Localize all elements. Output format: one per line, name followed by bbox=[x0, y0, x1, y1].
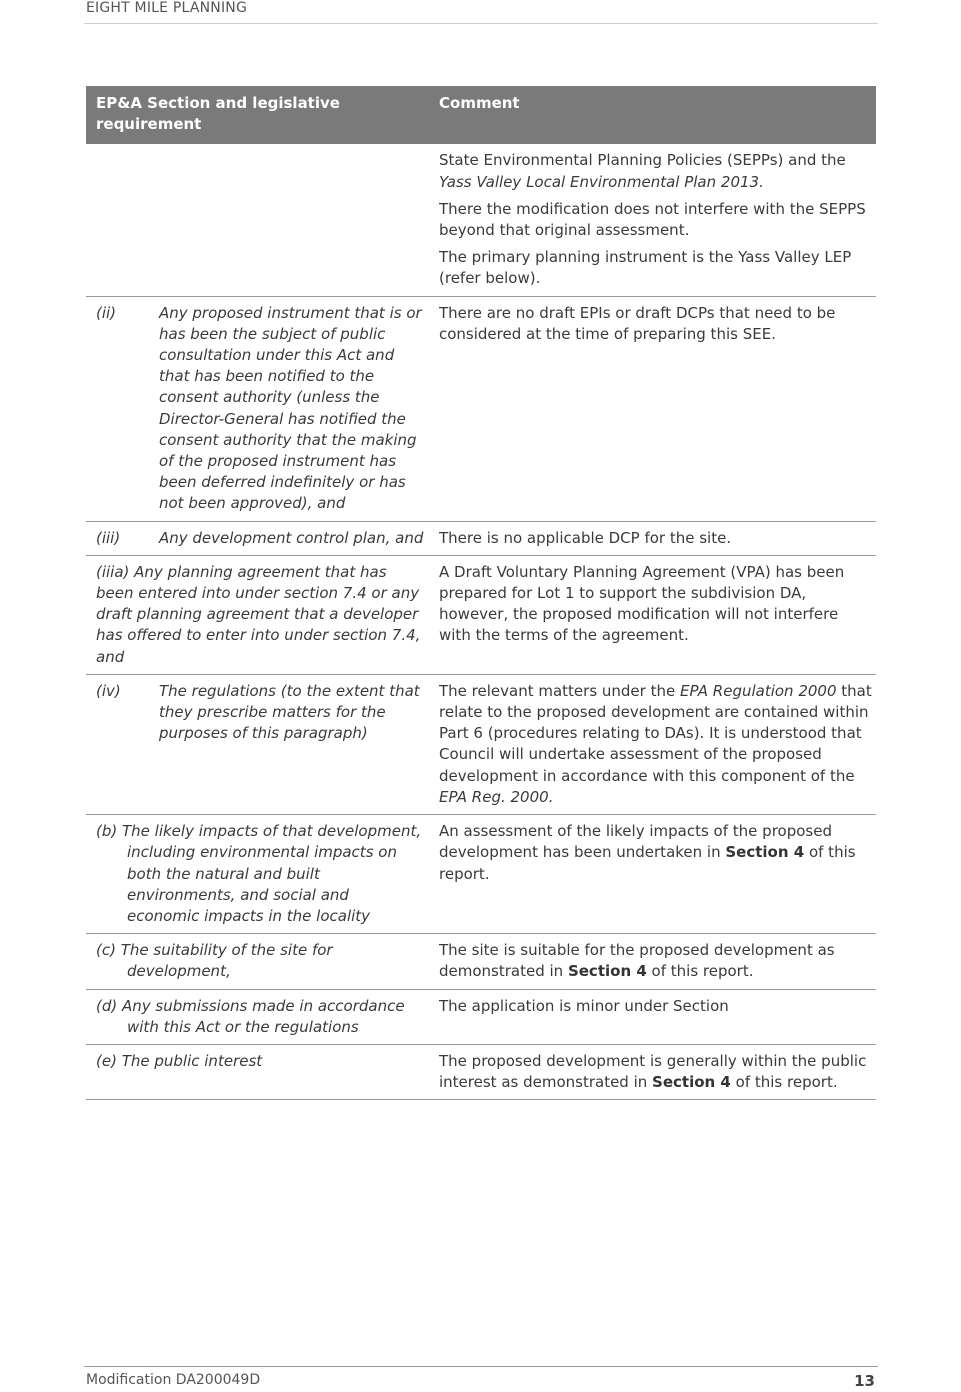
requirement-cell bbox=[86, 1044, 430, 1099]
requirement-number: (ii) bbox=[96, 303, 117, 322]
comment-text: An assessment of the likely impacts of the proposed development has been undertaken in bbox=[439, 822, 832, 862]
comment-cell: The application is minor under Section bbox=[430, 989, 876, 1044]
table-row bbox=[86, 1044, 876, 1099]
comment-cell bbox=[430, 815, 876, 934]
requirement-cell bbox=[86, 989, 430, 1044]
comment-cell: A Draft Voluntary Planning Agreement (VPA) has been prepared for Lot 1 to support the subdivision DA, however, the proposed modification will not interfere with the terms of the agreement. bbox=[430, 555, 876, 674]
comment-text: of this report. bbox=[646, 962, 754, 981]
comment-cell bbox=[430, 1044, 876, 1099]
requirement-text: (c) The suitability of the site for development, bbox=[96, 941, 333, 981]
section-reference: Section 4 bbox=[567, 962, 647, 981]
comment-cell bbox=[430, 144, 876, 296]
requirement-text: (b) The likely impacts of that development, including environmental impacts on both the natural and built environments, and social and economic impacts in the locality bbox=[96, 822, 422, 925]
comment-paragraph: The primary planning instrument is the Yass Valley LEP (refer below). bbox=[439, 248, 852, 288]
comment-paragraph bbox=[439, 150, 872, 192]
comment-paragraph: There the modification does not interfere with the SEPPS beyond that original assessment. bbox=[439, 199, 866, 240]
table-row bbox=[86, 521, 876, 555]
requirement-cell bbox=[86, 555, 430, 674]
comment-text: State Environmental Planning Policies (SEPPs) and the bbox=[439, 151, 846, 170]
requirement-text: Any proposed instrument that is or has been the subject of public consultation under this Act and that has been notified to the consent authority (unless the Director-General has notified the consent authority that the making of the proposed instrument has been deferred indefinitely or has not been approved), and bbox=[159, 303, 422, 513]
footer-divider bbox=[84, 1366, 878, 1367]
requirements-table bbox=[86, 86, 876, 1100]
requirement-text: Any development control plan, and bbox=[159, 528, 424, 547]
section-reference: Section 4 bbox=[725, 843, 805, 862]
requirement-number: (iv) bbox=[96, 681, 121, 700]
requirement-cell bbox=[86, 296, 430, 521]
requirement-text: (e) The public interest bbox=[96, 1051, 263, 1070]
comment-emphasis: Yass Valley Local Environmental Plan 2013. bbox=[439, 172, 764, 191]
comment-emphasis: EPA Reg. 2000. bbox=[439, 787, 554, 806]
requirement-cell bbox=[86, 934, 430, 989]
requirement-cell bbox=[86, 815, 430, 934]
table-header-row bbox=[86, 86, 876, 144]
comment-text: The proposed development is generally within the public interest as demonstrated in bbox=[439, 1051, 867, 1092]
table-row bbox=[86, 296, 876, 521]
table-row bbox=[86, 144, 876, 296]
requirement-cell bbox=[86, 674, 430, 814]
requirement-cell bbox=[86, 521, 430, 555]
comment-text: of this report. bbox=[730, 1073, 838, 1092]
comment-text: The site is suitable for the proposed development as demonstrated in bbox=[439, 941, 835, 981]
table-row bbox=[86, 555, 876, 674]
requirement-text: The regulations (to the extent that they prescribe matters for the purposes of this paragraph) bbox=[159, 681, 420, 743]
table-row bbox=[86, 989, 876, 1044]
comment-cell bbox=[430, 674, 876, 814]
comment-text: The relevant matters under the bbox=[439, 681, 680, 700]
requirement-cell bbox=[86, 144, 430, 296]
page-number: 13 bbox=[854, 1372, 875, 1390]
requirement-text: (d) Any submissions made in accordance with this Act or the regulations bbox=[96, 996, 405, 1036]
comment-cell: There are no draft EPIs or draft DCPs that need to be considered at the time of preparing this SEE. bbox=[430, 296, 876, 521]
comment-text: that relate to the proposed development are contained within Part 6 (procedures relating to DAs). It is understood that Council will undertake assessment of the proposed development in accordance with this component of the bbox=[439, 681, 872, 785]
comment-emphasis: EPA Regulation 2000 bbox=[679, 681, 837, 700]
table-row bbox=[86, 934, 876, 989]
comment-cell: There is no applicable DCP for the site. bbox=[430, 521, 876, 555]
comment-cell bbox=[430, 934, 876, 989]
section-reference: Section 4 bbox=[652, 1073, 731, 1092]
page-header-title: EIGHT MILE PLANNING bbox=[86, 0, 247, 16]
table-row bbox=[86, 815, 876, 934]
comment-text: of this report. bbox=[439, 843, 856, 883]
document-reference: Modification DA200049D bbox=[86, 1372, 261, 1388]
requirement-number: (iii) bbox=[96, 528, 121, 547]
table-row bbox=[86, 674, 876, 814]
requirement-text: (iiia) Any planning agreement that has been entered into under section 7.4 or any draft planning agreement that a developer has offered to enter into under section 7.4, and bbox=[96, 562, 421, 666]
header-divider bbox=[84, 23, 878, 24]
col-header-comment: Comment bbox=[430, 86, 876, 144]
col-header-requirement: EP&A Section and legislative requirement bbox=[86, 86, 430, 144]
